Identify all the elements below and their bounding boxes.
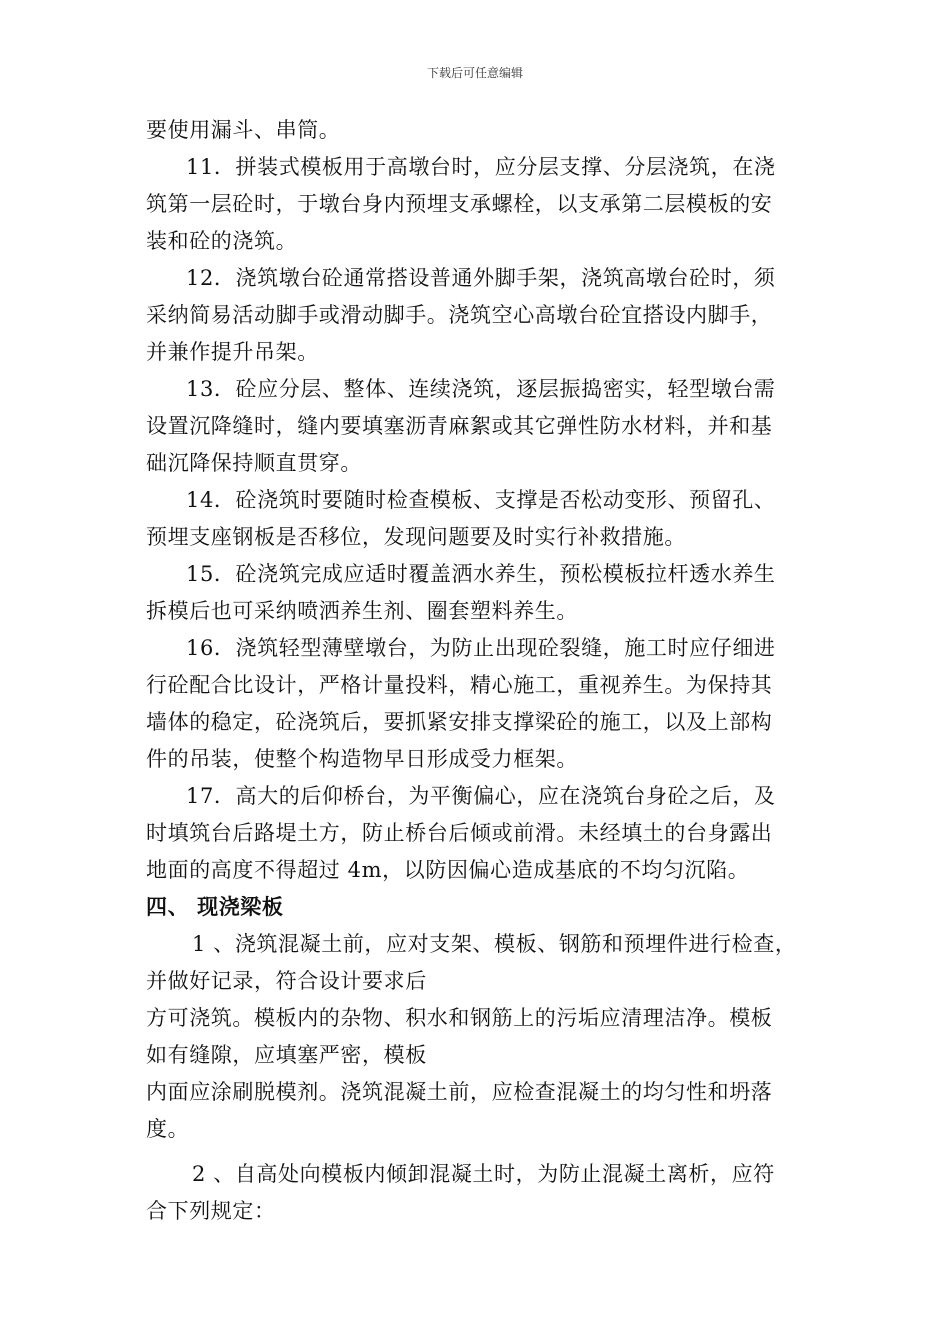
text-line: 并兼作提升吊架。 bbox=[146, 340, 319, 364]
paragraph-11-line: 11．拼装式模板用于高墩台时，应分层支撑、分层浇筑，在浇 bbox=[186, 155, 776, 179]
paragraph-spacer bbox=[146, 1148, 810, 1156]
text-line: 时填筑台后路堤土方，防止桥台后倾或前滑。未经填土的台身露出 bbox=[146, 821, 773, 845]
paragraph-15-line: 15．砼浇筑完成应适时覆盖洒水养生，预松模板拉杆透水养生 bbox=[186, 562, 776, 586]
text-line: 并做好记录，符合设计要求后 bbox=[146, 969, 427, 993]
text-line: 拆模后也可采纳喷洒养生剂、圈套塑料养生。 bbox=[146, 599, 578, 623]
text-line: 地面的高度不得超过 4m，以防因偏心造成基底的不均匀沉陷。 bbox=[146, 858, 750, 882]
text-line: 设置沉降缝时，缝内要填塞沥青麻絮或其它弹性防水材料，并和基 bbox=[146, 414, 773, 438]
paragraph-14-line: 14．砼浇筑时要随时检查模板、支撑是否松动变形、预留孔、 bbox=[186, 488, 776, 512]
item-1-line: 1 、浇筑混凝土前，应对支架、模板、钢筋和预埋件进行检查， bbox=[192, 932, 797, 956]
document-body bbox=[146, 112, 810, 1230]
paragraph-13-line: 13．砼应分层、整体、连续浇筑，逐层振捣密实，轻型墩台需 bbox=[186, 377, 776, 401]
text-line: 预埋支座钢板是否移位，发现问题要及时实行补救措施。 bbox=[146, 525, 686, 549]
text-line: 行砼配合比设计，严格计量投料，精心施工，重视养生。为保持其 bbox=[146, 673, 773, 697]
item-2-line: 2 、自高处向模板内倾卸混凝土时，为防止混凝土离析，应符 bbox=[192, 1162, 775, 1186]
text-line: 度。 bbox=[146, 1117, 190, 1141]
text-line: 墙体的稳定，砼浇筑后，要抓紧安排支撑梁砼的施工，以及上部构 bbox=[146, 710, 773, 734]
text-line: 装和砼的浇筑。 bbox=[146, 229, 298, 253]
section-heading: 四、 现浇梁板 bbox=[146, 895, 284, 919]
page-header: 下载后可任意编辑 bbox=[426, 66, 523, 80]
text-line: 件的吊装，使整个构造物早日形成受力框架。 bbox=[146, 747, 578, 771]
paragraph-17-line: 17．高大的后仰桥台，为平衡偏心，应在浇筑台身砼之后，及 bbox=[186, 784, 776, 808]
text-line: 筑第一层砼时，于墩台身内预埋支承螺栓，以支承第二层模板的安 bbox=[146, 192, 773, 216]
paragraph-16-line: 16．浇筑轻型薄壁墩台，为防止出现砼裂缝，施工时应仔细进 bbox=[186, 636, 776, 660]
text-line: 内面应涂刷脱模剂。浇筑混凝土前，应检查混凝土的均匀性和坍落 bbox=[146, 1080, 773, 1104]
text-line: 要使用漏斗、串筒。 bbox=[146, 118, 341, 142]
text-line: 方可浇筑。模板内的杂物、积水和钢筋上的污垢应清理洁净。模板 bbox=[146, 1006, 773, 1030]
text-line: 合下列规定： bbox=[146, 1199, 276, 1223]
text-line: 采纳简易活动脚手或滑动脚手。浇筑空心高墩台砼宜搭设内脚手， bbox=[146, 303, 773, 327]
text-line: 如有缝隙，应填塞严密，模板 bbox=[146, 1043, 427, 1067]
paragraph-12-line: 12．浇筑墩台砼通常搭设普通外脚手架，浇筑高墩台砼时，须 bbox=[186, 266, 776, 290]
text-line: 础沉降保持顺直贯穿。 bbox=[146, 451, 362, 475]
